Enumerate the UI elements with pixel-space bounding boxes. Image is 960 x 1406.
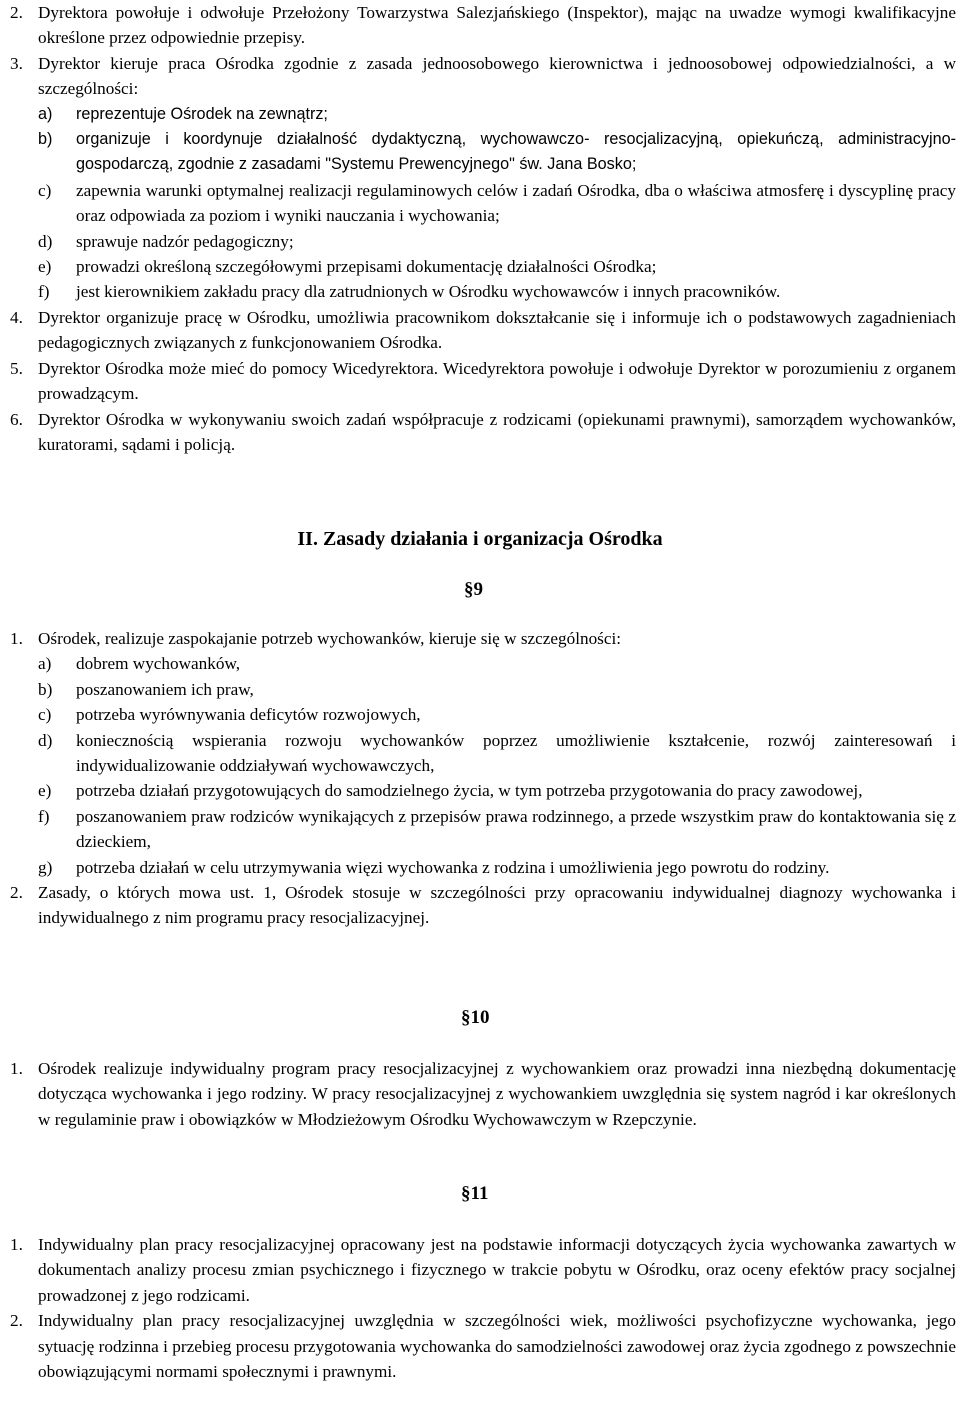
- list-item: [0, 0, 960, 51]
- section-sign: §: [464, 579, 474, 600]
- list-item: [0, 305, 960, 356]
- sub-item: [0, 254, 960, 279]
- paragraph-number: 10: [470, 1007, 490, 1028]
- paragraph-heading-9: [464, 578, 483, 602]
- sub-item-letter: d): [38, 231, 53, 251]
- sub-item: [0, 229, 960, 254]
- sub-item-letter: e): [38, 257, 52, 277]
- sub-item-text: potrzeba działań w celu utrzymywania więzi wychowanka z rodzina i umożliwienia jego powrotu do rodziny.: [76, 857, 830, 877]
- section-sign: §: [461, 1183, 471, 1204]
- sub-item-letter: f): [38, 806, 50, 826]
- sub-item-letter: c): [38, 705, 52, 725]
- sub-item: [0, 127, 960, 178]
- sub-item-letter: a): [38, 654, 52, 674]
- chapter-title: II. Zasady działania i organizacja Ośrodka: [297, 528, 663, 550]
- item-number: 2.: [10, 3, 23, 22]
- sub-item-letter: b): [38, 679, 53, 699]
- sub-item-text: sprawuje nadzór pedagogiczny;: [76, 231, 294, 251]
- sub-item-letter: d): [38, 730, 53, 750]
- sub-item: [0, 677, 960, 702]
- section-paragraph-11: [0, 1232, 960, 1384]
- item-text: Ośrodek realizuje indywidualny program pracy resocjalizacyjnej z wychowankiem oraz prowadzi inna niezbędną dokumentację dotycząca wychowanka i jego rodziny. W pracy resocjalizacyjnej z wychowankiem uwzględnia się system nagród i kar określonych w regulaminie praw i obowiązków w Młodzieżowym Ośrodku Wychowawczym w Rzepczynie.: [38, 1059, 956, 1129]
- list-item: [0, 51, 960, 102]
- item-number: 1.: [10, 1235, 23, 1254]
- sub-item-text: prowadzi określoną szczegółowymi przepisami dokumentację działalności Ośrodka;: [76, 257, 657, 277]
- item-number: 6.: [10, 409, 23, 429]
- list-item: [0, 1308, 960, 1384]
- section-paragraph-10: [0, 1056, 960, 1132]
- sub-item-letter: f): [38, 282, 50, 302]
- sub-item-text: dobrem wychowanków,: [76, 654, 241, 674]
- paragraph-number: 11: [470, 1183, 489, 1204]
- sub-item: [0, 728, 960, 779]
- sub-item-letter: a): [38, 104, 53, 123]
- section-director-duties: [0, 0, 960, 457]
- paragraph-heading-10: [461, 1006, 490, 1030]
- sub-item: [0, 804, 960, 855]
- sub-item: [0, 178, 960, 229]
- item-number: 2.: [10, 1311, 23, 1331]
- paragraph-number: 9: [473, 579, 483, 600]
- item-text: Dyrektor organizuje pracę w Ośrodku, umożliwia pracownikom dokształcanie się i informuje ich o podstawowych zagadnieniach pedagogicznych związanych z funkcjonowaniem Ośrodka.: [38, 307, 956, 353]
- sub-item: [0, 102, 960, 127]
- list-item: [0, 626, 960, 651]
- sub-item-letter: e): [38, 781, 52, 801]
- sub-item: [0, 279, 960, 304]
- sub-item: [0, 702, 960, 727]
- item-text: Zasady, o których mowa ust. 1, Ośrodek stosuje w szczególności przy opracowaniu indywidualnej diagnozy wychowanka i indywidualnego z nim programu pracy resocjalizacyjnej.: [38, 883, 956, 928]
- sub-item-text: koniecznością wspierania rozwoju wychowanków poprzez umożliwienie kształcenie, rozwój zainteresowań i indywidualizowanie oddziaływań wychowawczych,: [76, 730, 956, 776]
- sub-item-letter: g): [38, 857, 53, 877]
- item-text: Indywidualny plan pracy resocjalizacyjnej opracowany jest na podstawie informacji dotyczących życia wychowanka zawartych w dokumentach analizy procesu zmian psychicznego i fizycznego w trakcie pobytu w Ośrodku, oraz oceny efektów pracy socjalnej prowadzonej z jego rodzicami.: [38, 1235, 956, 1305]
- item-number: 3.: [10, 53, 23, 73]
- section-sign: §: [461, 1007, 471, 1028]
- item-text: Indywidualny plan pracy resocjalizacyjnej uwzględnia w szczególności wiek, możliwości psychofizyczne wychowanka, jego sytuację rodzinna i przebieg procesu przygotowania wychowanka do samodzielności zawodowej oraz życia zgodnego z powszechnie obowiązującymi normami społecznymi i prawnymi.: [38, 1311, 956, 1382]
- item-text: Ośrodek, realizuje zaspokajanie potrzeb wychowanków, kieruje się w szczególności:: [38, 629, 622, 648]
- sub-item-text: poszanowaniem praw rodziców wynikających z przepisów prawa rodzinnego, a przede wszystkim praw do kontaktowania się z dzieckiem,: [76, 806, 956, 852]
- sub-item: [0, 778, 960, 803]
- sub-item-text: potrzeba działań przygotowujących do samodzielnego życia, w tym potrzeba przygotowania do pracy zawodowej,: [76, 781, 863, 801]
- item-text: Dyrektor Ośrodka może mieć do pomocy Wicedyrektora. Wicedyrektora powołuje i odwołuje Dyrektor w porozumieniu z organem prowadzącym.: [38, 358, 956, 404]
- item-text: Dyrektor Ośrodka w wykonywaniu swoich zadań współpracuje z rodzicami (opiekunami prawnymi), samorządem wychowanków, kuratorami, sądami i policją.: [38, 409, 956, 454]
- item-number: 5.: [10, 358, 23, 378]
- sub-item-text: zapewnia warunki optymalnej realizacji regulaminowych celów i zadań Ośrodka, dba o właściwa atmosferę i dyscyplinę pracy oraz odpowiada za poziom i wyniki nauczania i wychowania;: [76, 180, 956, 226]
- sub-item-letter: b): [38, 130, 53, 149]
- item-number: 4.: [10, 307, 23, 327]
- sub-item-text: jest kierownikiem zakładu pracy dla zatrudnionych w Ośrodku wychowawców i innych pracowników.: [76, 282, 781, 302]
- list-item: [0, 407, 960, 458]
- sub-item-letter: c): [38, 180, 52, 200]
- sub-item-text: organizuje i koordynuje działalność dydaktyczną, wychowawczo- resocjalizacyjną, opiekuńczą, administracyjno- gospodarczą, zgodnie z zasadami "Systemu Prewencyjnego" św. Jana Bosko;: [76, 130, 956, 174]
- list-item: [0, 356, 960, 407]
- chapter-heading: [0, 526, 960, 552]
- item-text: Dyrektor kieruje praca Ośrodka zgodnie z zasada jednoosobowego kierownictwa i jednoosobowej odpowiedzialności, a w szczególności:: [38, 53, 956, 99]
- list-item: [0, 1056, 960, 1132]
- item-number: 1.: [10, 1059, 23, 1078]
- item-number: 1.: [10, 629, 23, 648]
- sub-item: [0, 855, 960, 880]
- item-text: Dyrektora powołuje i odwołuje Przełożony Towarzystwa Salezjańskiego (Inspektor), mając na uwadze wymogi kwalifikacyjne określone przez odpowiednie przepisy.: [38, 3, 956, 48]
- sub-item-text: poszanowaniem ich praw,: [76, 679, 254, 699]
- section-paragraph-9: [0, 626, 960, 931]
- sub-item-text: reprezentuje Ośrodek na zewnątrz;: [76, 104, 328, 123]
- sub-item: [0, 651, 960, 676]
- sub-item-text: potrzeba wyrównywania deficytów rozwojowych,: [76, 705, 421, 725]
- item-number: 2.: [10, 883, 23, 903]
- list-item: [0, 880, 960, 931]
- paragraph-heading-11: [461, 1182, 488, 1206]
- list-item: [0, 1232, 960, 1308]
